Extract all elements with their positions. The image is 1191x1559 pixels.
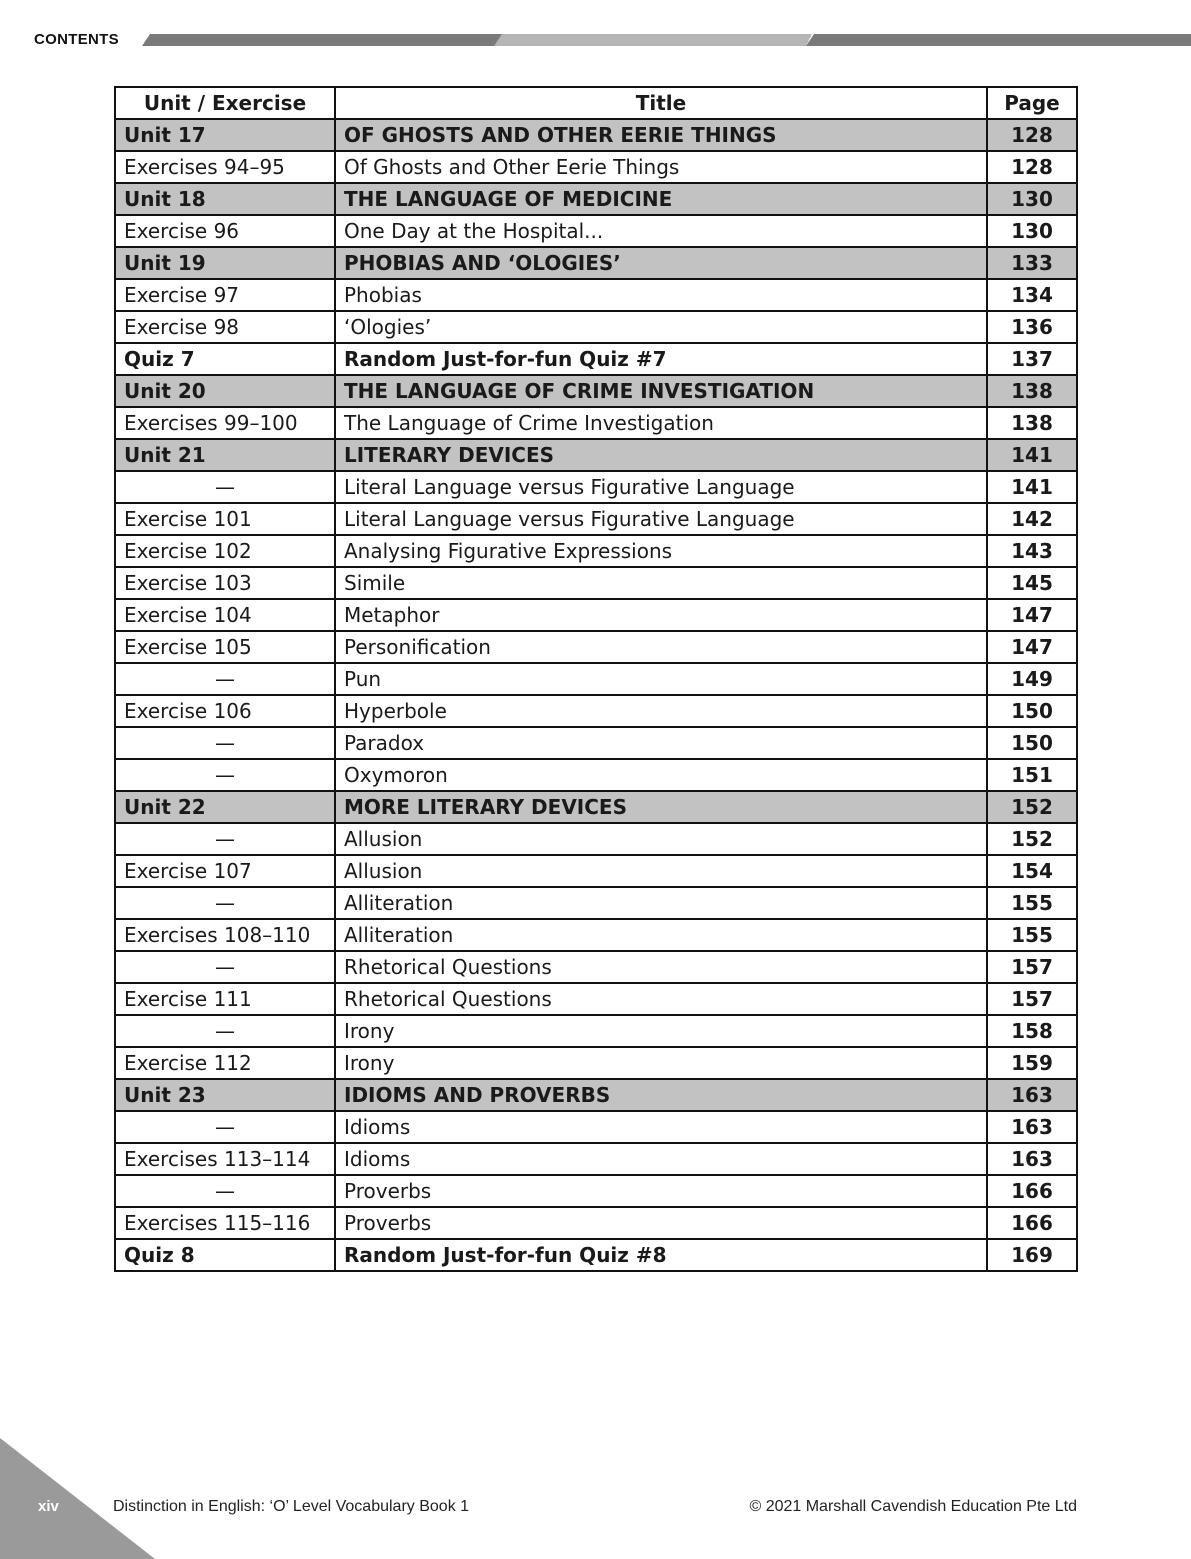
row-title-cell: Metaphor bbox=[335, 599, 987, 631]
row-page-cell: 150 bbox=[987, 695, 1077, 727]
table-row bbox=[115, 855, 1077, 887]
row-page-cell: 154 bbox=[987, 855, 1077, 887]
table-body bbox=[115, 119, 1077, 1271]
row-unit-cell: Quiz 8 bbox=[115, 1239, 335, 1271]
table-row bbox=[115, 247, 1077, 279]
row-page-cell: 136 bbox=[987, 311, 1077, 343]
table-row bbox=[115, 1111, 1077, 1143]
row-unit-cell: — bbox=[115, 727, 335, 759]
table-row bbox=[115, 759, 1077, 791]
row-unit-cell: Unit 21 bbox=[115, 439, 335, 471]
row-page-cell: 128 bbox=[987, 151, 1077, 183]
row-unit-cell: — bbox=[115, 1111, 335, 1143]
table-row bbox=[115, 983, 1077, 1015]
row-title-cell: Rhetorical Questions bbox=[335, 951, 987, 983]
row-unit-cell: Exercise 111 bbox=[115, 983, 335, 1015]
row-page-cell: 147 bbox=[987, 631, 1077, 663]
row-title-cell: Pun bbox=[335, 663, 987, 695]
table-row bbox=[115, 471, 1077, 503]
row-unit-cell: Exercise 102 bbox=[115, 535, 335, 567]
row-title-cell: THE LANGUAGE OF MEDICINE bbox=[335, 183, 987, 215]
row-page-cell: 142 bbox=[987, 503, 1077, 535]
row-unit-cell: Exercises 113–114 bbox=[115, 1143, 335, 1175]
row-unit-cell: Exercise 96 bbox=[115, 215, 335, 247]
table-row bbox=[115, 631, 1077, 663]
table-row bbox=[115, 951, 1077, 983]
table-row bbox=[115, 503, 1077, 535]
row-title-cell: Proverbs bbox=[335, 1175, 987, 1207]
table-row bbox=[115, 727, 1077, 759]
contents-table bbox=[114, 86, 1078, 1272]
row-title-cell: The Language of Crime Investigation bbox=[335, 407, 987, 439]
row-page-cell: 149 bbox=[987, 663, 1077, 695]
row-unit-cell: Exercise 101 bbox=[115, 503, 335, 535]
table-row bbox=[115, 567, 1077, 599]
row-title-cell: Personification bbox=[335, 631, 987, 663]
row-title-cell: Proverbs bbox=[335, 1207, 987, 1239]
row-title-cell: Random Just-for-fun Quiz #8 bbox=[335, 1239, 987, 1271]
row-title-cell: Irony bbox=[335, 1047, 987, 1079]
row-title-cell: Hyperbole bbox=[335, 695, 987, 727]
row-title-cell: Literal Language versus Figurative Language bbox=[335, 503, 987, 535]
row-page-cell: 150 bbox=[987, 727, 1077, 759]
row-title-cell: Rhetorical Questions bbox=[335, 983, 987, 1015]
column-header-unit: Unit / Exercise bbox=[115, 87, 335, 119]
row-unit-cell: Unit 19 bbox=[115, 247, 335, 279]
row-page-cell: 163 bbox=[987, 1111, 1077, 1143]
row-unit-cell: — bbox=[115, 1015, 335, 1047]
table-row bbox=[115, 439, 1077, 471]
page-header bbox=[0, 0, 1191, 60]
row-unit-cell: Unit 17 bbox=[115, 119, 335, 151]
row-unit-cell: — bbox=[115, 663, 335, 695]
row-unit-cell: Unit 23 bbox=[115, 1079, 335, 1111]
row-title-cell: Allusion bbox=[335, 823, 987, 855]
row-page-cell: 133 bbox=[987, 247, 1077, 279]
row-page-cell: 169 bbox=[987, 1239, 1077, 1271]
row-page-cell: 152 bbox=[987, 823, 1077, 855]
table-row bbox=[115, 407, 1077, 439]
row-page-cell: 159 bbox=[987, 1047, 1077, 1079]
row-page-cell: 130 bbox=[987, 215, 1077, 247]
row-page-cell: 166 bbox=[987, 1175, 1077, 1207]
table-row bbox=[115, 279, 1077, 311]
row-page-cell: 151 bbox=[987, 759, 1077, 791]
row-title-cell: MORE LITERARY DEVICES bbox=[335, 791, 987, 823]
row-unit-cell: — bbox=[115, 471, 335, 503]
row-page-cell: 128 bbox=[987, 119, 1077, 151]
row-page-cell: 130 bbox=[987, 183, 1077, 215]
row-title-cell: Alliteration bbox=[335, 887, 987, 919]
table-row bbox=[115, 919, 1077, 951]
table-row bbox=[115, 791, 1077, 823]
row-page-cell: 138 bbox=[987, 375, 1077, 407]
table-row bbox=[115, 343, 1077, 375]
row-unit-cell: Exercises 108–110 bbox=[115, 919, 335, 951]
section-label: CONTENTS bbox=[34, 31, 119, 48]
row-page-cell: 145 bbox=[987, 567, 1077, 599]
table-row bbox=[115, 663, 1077, 695]
table-row bbox=[115, 375, 1077, 407]
row-page-cell: 147 bbox=[987, 599, 1077, 631]
table-row bbox=[115, 1015, 1077, 1047]
table-row bbox=[115, 311, 1077, 343]
table-row bbox=[115, 1079, 1077, 1111]
table-row bbox=[115, 535, 1077, 567]
row-unit-cell: Exercise 105 bbox=[115, 631, 335, 663]
row-title-cell: Idioms bbox=[335, 1111, 987, 1143]
row-unit-cell: Exercises 94–95 bbox=[115, 151, 335, 183]
row-title-cell: PHOBIAS AND ‘OLOGIES’ bbox=[335, 247, 987, 279]
row-page-cell: 158 bbox=[987, 1015, 1077, 1047]
row-unit-cell: Exercise 112 bbox=[115, 1047, 335, 1079]
header-bar-dark bbox=[142, 34, 502, 46]
row-unit-cell: — bbox=[115, 759, 335, 791]
row-page-cell: 143 bbox=[987, 535, 1077, 567]
row-unit-cell: Exercise 98 bbox=[115, 311, 335, 343]
row-unit-cell: — bbox=[115, 951, 335, 983]
row-page-cell: 137 bbox=[987, 343, 1077, 375]
row-unit-cell: — bbox=[115, 887, 335, 919]
table-header-row bbox=[115, 87, 1077, 119]
row-title-cell: Oxymoron bbox=[335, 759, 987, 791]
row-unit-cell: — bbox=[115, 1175, 335, 1207]
row-page-cell: 141 bbox=[987, 439, 1077, 471]
column-header-page: Page bbox=[987, 87, 1077, 119]
row-page-cell: 141 bbox=[987, 471, 1077, 503]
row-title-cell: Paradox bbox=[335, 727, 987, 759]
table-row bbox=[115, 215, 1077, 247]
table-row bbox=[115, 1175, 1077, 1207]
row-unit-cell: Exercise 103 bbox=[115, 567, 335, 599]
row-title-cell: Idioms bbox=[335, 1143, 987, 1175]
row-title-cell: THE LANGUAGE OF CRIME INVESTIGATION bbox=[335, 375, 987, 407]
row-title-cell: OF GHOSTS AND OTHER EERIE THINGS bbox=[335, 119, 987, 151]
row-title-cell: Analysing Figurative Expressions bbox=[335, 535, 987, 567]
row-title-cell: Random Just-for-fun Quiz #7 bbox=[335, 343, 987, 375]
table-row bbox=[115, 119, 1077, 151]
table-row bbox=[115, 151, 1077, 183]
table-row bbox=[115, 1207, 1077, 1239]
row-title-cell: Literal Language versus Figurative Language bbox=[335, 471, 987, 503]
row-page-cell: 138 bbox=[987, 407, 1077, 439]
row-unit-cell: Exercises 99–100 bbox=[115, 407, 335, 439]
copyright-notice: © 2021 Marshall Cavendish Education Pte Ltd bbox=[749, 1498, 1077, 1515]
row-page-cell: 134 bbox=[987, 279, 1077, 311]
table-row bbox=[115, 183, 1077, 215]
row-page-cell: 166 bbox=[987, 1207, 1077, 1239]
row-title-cell: LITERARY DEVICES bbox=[335, 439, 987, 471]
row-page-cell: 152 bbox=[987, 791, 1077, 823]
table-row bbox=[115, 695, 1077, 727]
row-page-cell: 155 bbox=[987, 887, 1077, 919]
row-unit-cell: Unit 18 bbox=[115, 183, 335, 215]
row-unit-cell: Exercise 106 bbox=[115, 695, 335, 727]
row-page-cell: 157 bbox=[987, 951, 1077, 983]
row-title-cell: Irony bbox=[335, 1015, 987, 1047]
row-page-cell: 163 bbox=[987, 1079, 1077, 1111]
table-row bbox=[115, 599, 1077, 631]
row-unit-cell: Exercises 115–116 bbox=[115, 1207, 335, 1239]
row-unit-cell: Exercise 97 bbox=[115, 279, 335, 311]
row-title-cell: Alliteration bbox=[335, 919, 987, 951]
page-number: xiv bbox=[38, 1498, 59, 1515]
table-row bbox=[115, 1143, 1077, 1175]
row-title-cell: Allusion bbox=[335, 855, 987, 887]
book-title: Distinction in English: ‘O’ Level Vocabulary Book 1 bbox=[113, 1498, 470, 1515]
table-row bbox=[115, 823, 1077, 855]
row-unit-cell: Unit 20 bbox=[115, 375, 335, 407]
row-title-cell: One Day at the Hospital... bbox=[335, 215, 987, 247]
row-title-cell: IDIOMS AND PROVERBS bbox=[335, 1079, 987, 1111]
row-page-cell: 163 bbox=[987, 1143, 1077, 1175]
row-title-cell: ‘Ologies’ bbox=[335, 311, 987, 343]
row-unit-cell: Quiz 7 bbox=[115, 343, 335, 375]
row-page-cell: 157 bbox=[987, 983, 1077, 1015]
table-row bbox=[115, 1239, 1077, 1271]
row-unit-cell: — bbox=[115, 823, 335, 855]
header-bar-dark-right bbox=[806, 34, 1191, 46]
row-unit-cell: Unit 22 bbox=[115, 791, 335, 823]
header-bar-light bbox=[494, 34, 812, 46]
row-title-cell: Simile bbox=[335, 567, 987, 599]
row-unit-cell: Exercise 107 bbox=[115, 855, 335, 887]
row-unit-cell: Exercise 104 bbox=[115, 599, 335, 631]
row-title-cell: Phobias bbox=[335, 279, 987, 311]
column-header-title: Title bbox=[335, 87, 987, 119]
row-title-cell: Of Ghosts and Other Eerie Things bbox=[335, 151, 987, 183]
row-page-cell: 155 bbox=[987, 919, 1077, 951]
table-row bbox=[115, 887, 1077, 919]
table-row bbox=[115, 1047, 1077, 1079]
